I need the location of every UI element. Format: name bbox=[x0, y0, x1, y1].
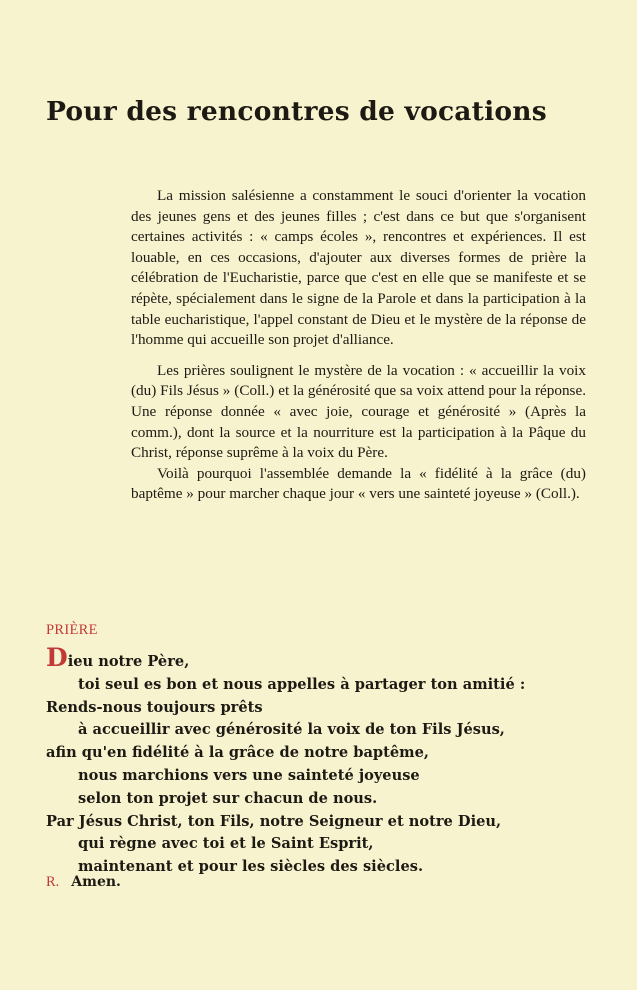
prayer-line-3: Rends-nous toujours prêts bbox=[46, 698, 263, 716]
intro-paragraph-3: Voilà pourquoi l'assemblée demande la « fidélité à la grâce (du) baptême » pour marcher chaque jour « vers une sainteté joyeuse » (Coll.). bbox=[131, 464, 586, 503]
prayer-line-2: toi seul es bon et nous appelles à partager ton amitié : bbox=[78, 675, 526, 693]
intro-text bbox=[131, 186, 586, 505]
prayer-line-8: Par Jésus Christ, ton Fils, notre Seigneur et notre Dieu, bbox=[46, 812, 502, 830]
prayer-line-6: nous marchions vers une sainteté joyeuse bbox=[78, 766, 420, 784]
response bbox=[46, 874, 121, 891]
intro-paragraph-1: La mission salésienne a constamment le souci d'orienter la vocation des jeunes gens et des jeunes filles ; c'est dans ce but que s'organisent certaines activités : « camps écoles », rencontres et expériences. Il est louable, en ces occasions, d'ajouter aux diverses formes de prière la célébration de l'Eucharistie, parce que c'est en elle que se manifeste et se répète, spécialement dans le signe de la Parole et dans la participation à la table eucharistique, l'appel constant de Dieu et le mystère de la réponse de l'homme qui accueille son projet d'alliance. bbox=[131, 187, 586, 349]
drop-cap: D bbox=[46, 643, 68, 672]
prayer-label: PRIÈRE bbox=[46, 622, 98, 638]
prayer-line-7: selon ton projet sur chacun de nous. bbox=[78, 789, 378, 807]
intro-paragraph-2: Les prières soulignent le mystère de la vocation : « accueillir la voix (du) Fils Jésus » (Coll.) et la générosité que sa voix attend pour la réponse. Une réponse donnée « avec joie, courage et générosité » (Après la comm.), dont la source et la nourriture est la participation à la Pâque du Christ, réponse suprême à la voix du Père. bbox=[131, 361, 586, 462]
prayer-line-5: afin qu'en fidélité à la grâce de notre baptême, bbox=[46, 744, 429, 762]
response-text: Amen. bbox=[71, 874, 121, 890]
prayer-line-4: à accueillir avec générosité la voix de ton Fils Jésus, bbox=[78, 721, 505, 739]
prayer-line-1 bbox=[46, 643, 626, 674]
prayer-line-9: qui règne avec toi et le Saint Esprit, bbox=[78, 835, 374, 853]
response-marker: R. bbox=[46, 874, 60, 890]
prayer-text bbox=[46, 643, 626, 879]
page-title: Pour des rencontres de vocations bbox=[46, 96, 547, 127]
prayer-line-10: maintenant et pour les siècles des siècles. bbox=[78, 858, 424, 876]
prayer-line-1-rest: ieu notre Père, bbox=[67, 653, 190, 670]
